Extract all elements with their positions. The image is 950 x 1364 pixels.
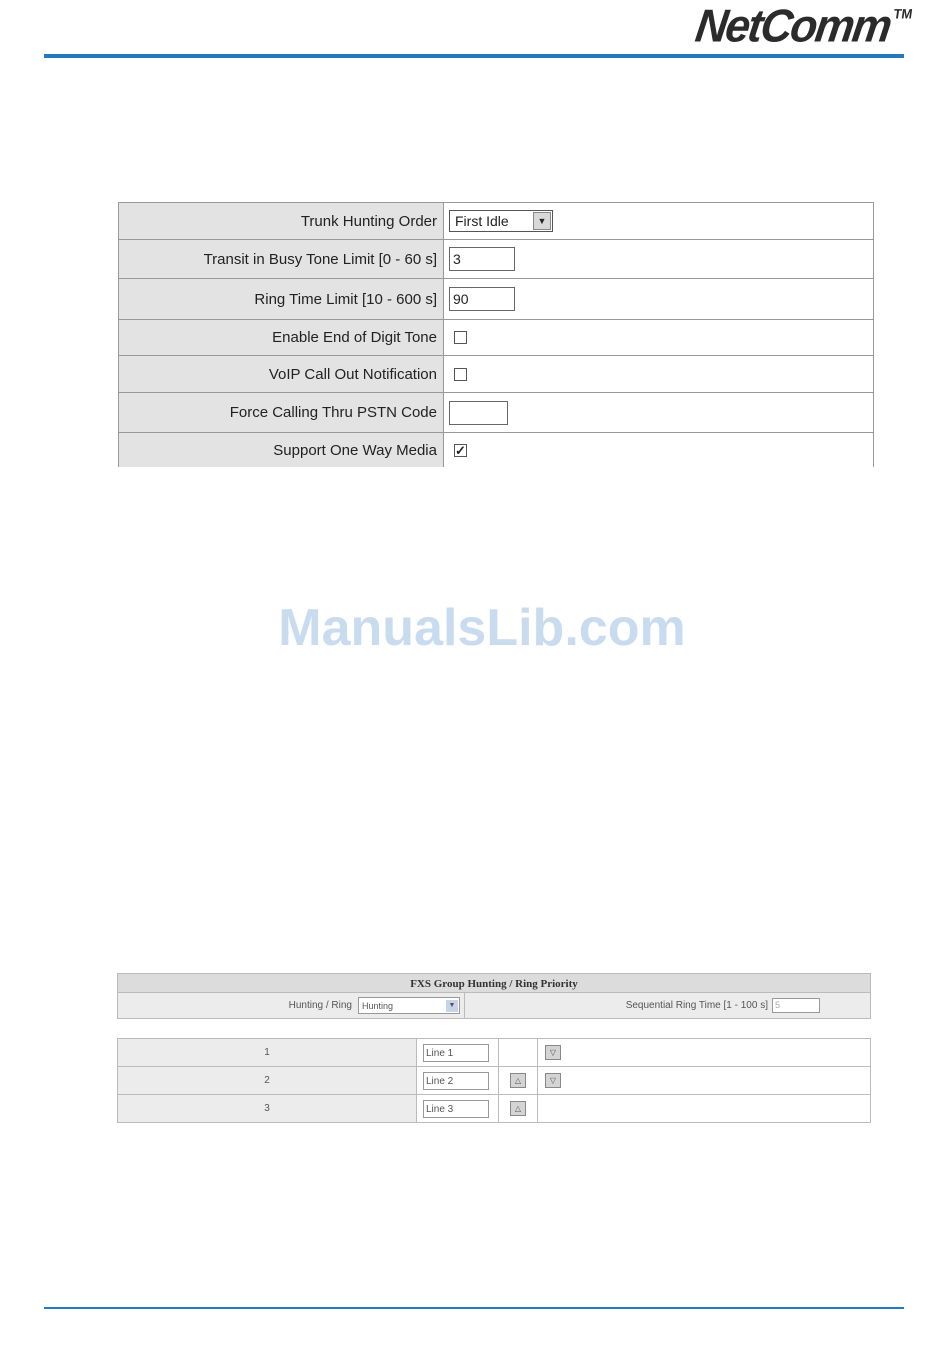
ring-time-limit-input[interactable]: 90 [449, 287, 515, 311]
voip-call-out-notification-checkbox[interactable] [454, 368, 467, 381]
row-trunk-hunting-order [119, 203, 873, 240]
row-busy-tone-limit [119, 240, 873, 279]
priority-number: 2 [118, 1067, 417, 1094]
one-way-media-checkbox[interactable]: ✓ [455, 442, 466, 458]
priority-number: 3 [118, 1095, 417, 1122]
row-force-pstn-code [119, 393, 873, 433]
priority-number: 1 [118, 1039, 417, 1066]
chevron-down-icon[interactable]: ▼ [533, 212, 551, 230]
row-end-of-digit-tone [119, 320, 873, 356]
move-up-button[interactable]: △ [510, 1073, 526, 1088]
line-priority-table [117, 1038, 871, 1123]
fxs-table-title: FXS Group Hunting / Ring Priority [117, 973, 871, 993]
move-up-button[interactable]: △ [510, 1101, 526, 1116]
setting-label: Force Calling Thru PSTN Code [119, 393, 444, 432]
line-name-input[interactable]: Line 3 [423, 1100, 489, 1118]
select-value: First Idle [455, 213, 509, 229]
sequential-ring-time-input[interactable]: 5 [772, 998, 820, 1013]
sequential-ring-time-label: Sequential Ring Time [1 - 100 s] [625, 1000, 768, 1011]
busy-tone-limit-input[interactable]: 3 [449, 247, 515, 271]
watermark: ManualsLib.com [278, 599, 686, 657]
setting-label: VoIP Call Out Notification [119, 356, 444, 392]
line-name-input[interactable]: Line 1 [423, 1044, 489, 1062]
header-rule [44, 54, 904, 58]
setting-label: Support One Way Media [119, 433, 444, 467]
table-row [117, 1067, 871, 1095]
fxs-group-table [117, 973, 871, 1019]
trademark-mark: TM [892, 6, 914, 22]
move-down-button[interactable]: ▽ [545, 1045, 561, 1060]
force-pstn-code-input[interactable] [449, 401, 508, 425]
footer-rule [44, 1307, 904, 1309]
fxs-options-row [117, 993, 871, 1019]
hunting-ring-select[interactable] [358, 997, 460, 1014]
setting-label: Ring Time Limit [10 - 600 s] [119, 279, 444, 319]
settings-table [118, 202, 874, 467]
hunting-ring-label: Hunting / Ring [288, 1000, 352, 1011]
up-cell [499, 1039, 538, 1066]
end-of-digit-tone-checkbox[interactable] [454, 331, 467, 344]
line-name-input[interactable]: Line 2 [423, 1072, 489, 1090]
row-voip-call-out-notification [119, 356, 873, 393]
netcomm-logo: NetComm™ [692, 0, 914, 53]
setting-label: Enable End of Digit Tone [119, 320, 444, 355]
setting-label: Transit in Busy Tone Limit [0 - 60 s] [119, 240, 444, 278]
down-cell [538, 1095, 568, 1122]
select-value: Hunting [362, 1000, 394, 1011]
trunk-hunting-order-select[interactable] [449, 210, 553, 232]
setting-label: Trunk Hunting Order [119, 203, 444, 239]
table-row [117, 1039, 871, 1067]
row-one-way-media [119, 433, 873, 467]
table-row [117, 1095, 871, 1123]
chevron-down-icon[interactable]: ▼ [446, 1000, 458, 1012]
move-down-button[interactable]: ▽ [545, 1073, 561, 1088]
row-ring-time-limit [119, 279, 873, 320]
